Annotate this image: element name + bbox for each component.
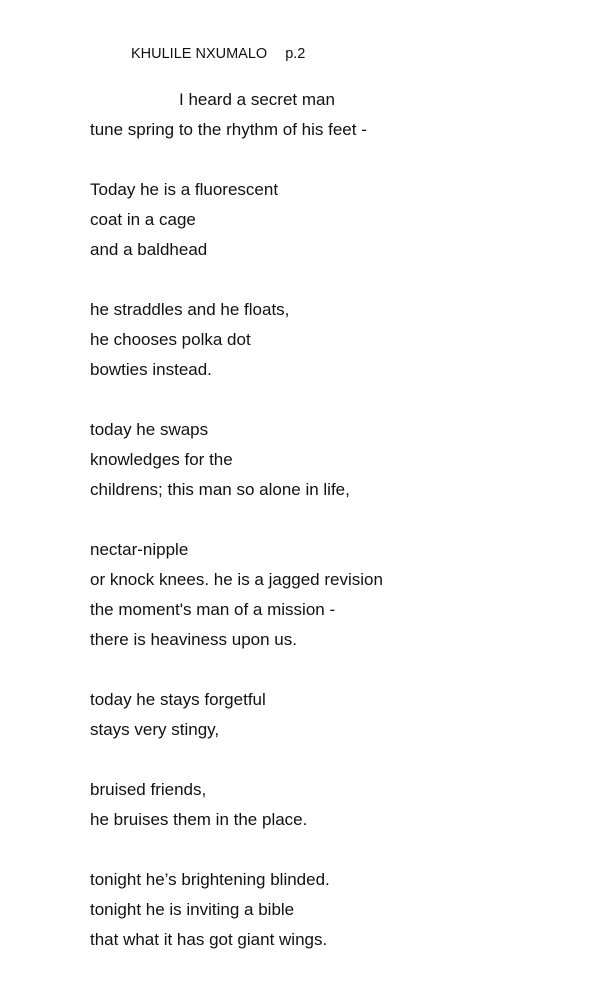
stanza-gap	[90, 839, 383, 869]
stanza	[90, 539, 383, 659]
page-number: p.2	[285, 46, 306, 62]
poem-line: tonight he’s brightening blinded.	[90, 870, 330, 889]
stanza-gap	[90, 659, 383, 689]
poem-line: today he swaps	[90, 420, 209, 439]
author-name: KHULILE NXUMALO	[131, 46, 268, 62]
page-header	[131, 45, 305, 63]
poem-line: he bruises them in the place.	[90, 810, 308, 829]
stanza-gap	[90, 149, 383, 179]
poem-line: tonight he is inviting a bible	[90, 900, 295, 919]
stanza-gap	[90, 509, 383, 539]
stanza	[90, 869, 383, 959]
poem-line: tune spring to the rhythm of his feet -	[90, 120, 367, 139]
poem-line: I heard a secret man	[179, 90, 335, 109]
stanza-gap	[90, 389, 383, 419]
poem-line: or knock knees. he is a jagged revision	[90, 570, 383, 589]
poem-line: stays very stingy,	[90, 720, 220, 739]
stanza	[90, 179, 383, 269]
poem-line: bowties instead.	[90, 360, 212, 379]
poem-line: that what it has got giant wings.	[90, 930, 328, 949]
poem-line: today he stays forgetful	[90, 690, 266, 709]
stanza-gap	[90, 749, 383, 779]
poem-line: knowledges for the	[90, 450, 233, 469]
stanza	[90, 419, 383, 509]
poem-line: he straddles and he floats,	[90, 300, 290, 319]
poem-line: and a baldhead	[90, 240, 208, 259]
stanza	[90, 299, 383, 389]
poem-line: childrens; this man so alone in life,	[90, 480, 350, 499]
poem-line: nectar-nipple	[90, 540, 189, 559]
poem-line: bruised friends,	[90, 780, 207, 799]
stanza-gap	[90, 269, 383, 299]
poem-line: coat in a cage	[90, 210, 196, 229]
poem-line: the moment's man of a mission -	[90, 600, 336, 619]
poem-body	[90, 89, 383, 959]
poem-line: Today he is a fluorescent	[90, 180, 279, 199]
stanza	[90, 779, 383, 839]
poem-line: there is heaviness upon us.	[90, 630, 297, 649]
poem-line: he chooses polka dot	[90, 330, 251, 349]
stanza	[90, 689, 383, 749]
stanza	[90, 89, 383, 149]
